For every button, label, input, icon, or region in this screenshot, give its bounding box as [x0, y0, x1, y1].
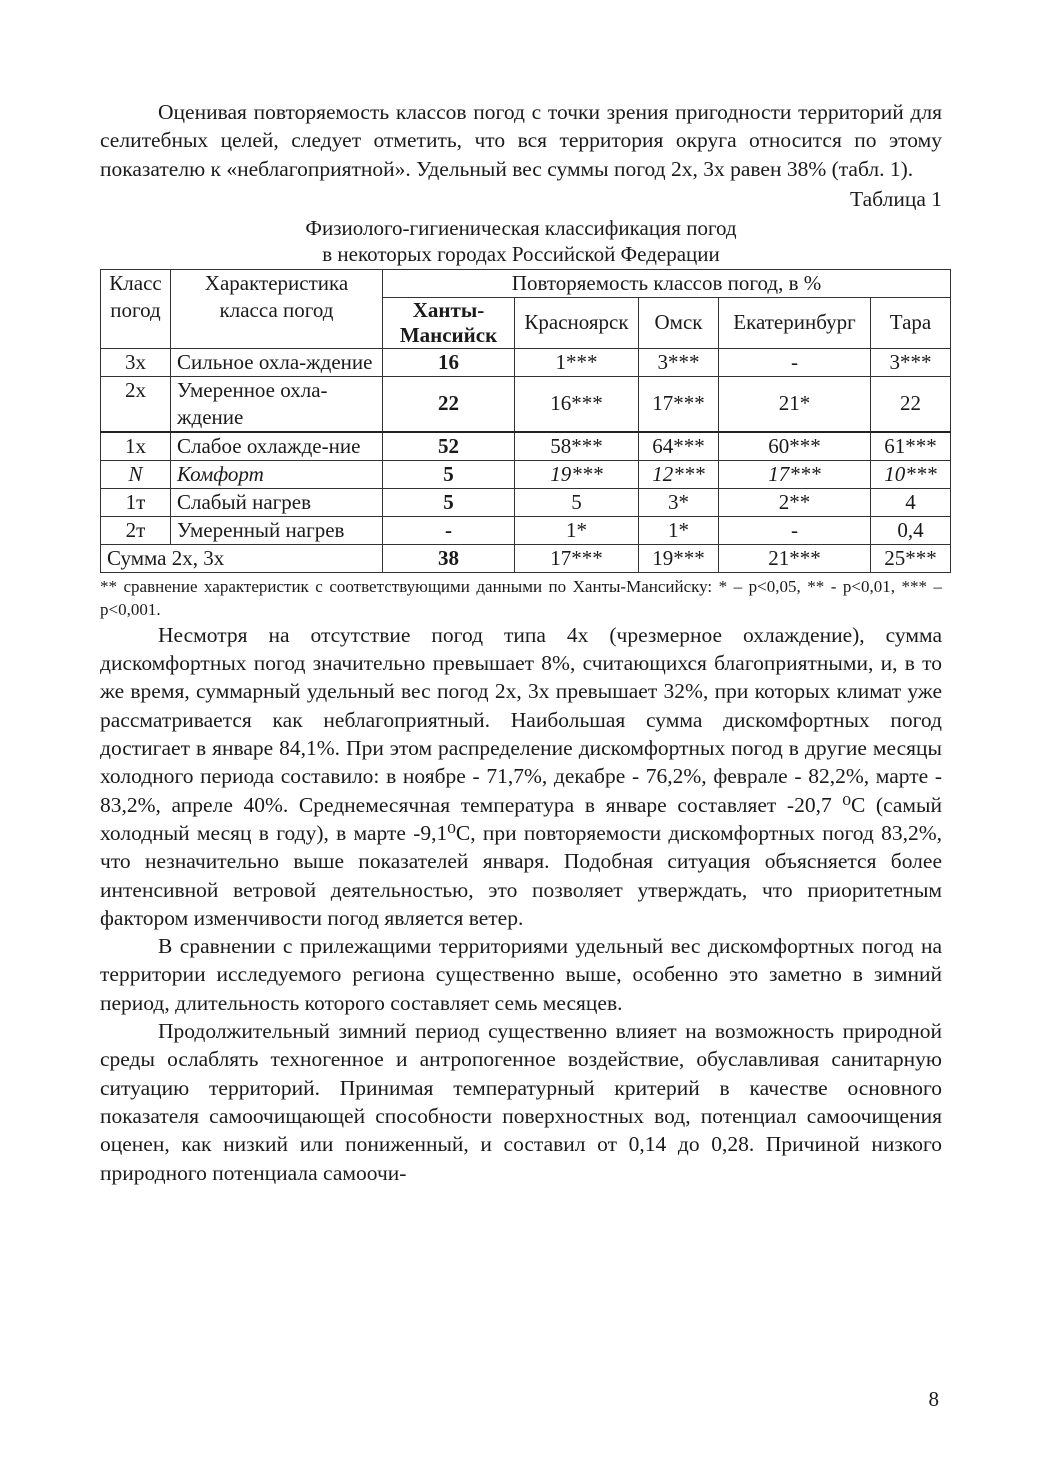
page-body	[100, 98, 942, 1187]
value-cell: 5	[515, 488, 639, 516]
body-paragraph: В сравнении с прилежащими территориями удельный вес дискомфортных погод на территории исследуемого региона существенно выше, особенно это заметно в зимний период, длительность которого составляет семь месяцев.	[100, 934, 942, 1015]
characteristic-cell: Умеренный нагрев	[171, 516, 383, 544]
characteristic-cell: Умеренное охла-ждение	[171, 376, 383, 432]
value-cell: 58***	[515, 432, 639, 461]
value-cell: 1*	[515, 516, 639, 544]
value-cell: 17***	[515, 544, 639, 572]
intro-paragraph: Оценивая повторяемость классов погод с точки зрения пригодности территорий для селитебных целей, следует отметить, что вся территория округа относится по этому показателю к «неблагоприятной». Удельный вес суммы погод 2х, 3х равен 38% (табл. 1).	[100, 100, 942, 181]
value-cell: 2**	[719, 488, 871, 516]
value-cell: 16***	[515, 376, 639, 432]
value-cell: 17***	[719, 460, 871, 488]
table-title	[100, 215, 942, 267]
value-cell: 19***	[515, 460, 639, 488]
value-cell: 3***	[871, 348, 951, 376]
table-number: Таблица 1	[850, 186, 942, 211]
header-city: Омск	[639, 297, 719, 348]
characteristic-cell: Комфорт	[171, 460, 383, 488]
value-cell: 21***	[719, 544, 871, 572]
value-cell: 10***	[871, 460, 951, 488]
table-row	[101, 376, 951, 432]
table-footnote: ** сравнение характеристик с соответствующими данными по Ханты-Мансийску: * – р<0,05, ** - р<0,01, *** – р<0,001.	[100, 576, 942, 619]
value-cell: 60***	[719, 432, 871, 461]
header-characteristic: Характеристика класса погод	[171, 269, 383, 348]
value-cell: 3***	[639, 348, 719, 376]
class-cell: 1т	[101, 488, 171, 516]
sum-label: Сумма 2х, 3х	[101, 544, 383, 572]
table-row	[101, 460, 951, 488]
table-title-line-2: в некоторых городах Российской Федерации	[322, 241, 720, 266]
value-cell: -	[719, 348, 871, 376]
weather-classes-table	[100, 269, 951, 573]
header-city: Красноярск	[515, 297, 639, 348]
table-header-row-1	[101, 269, 951, 297]
characteristic-cell: Слабый нагрев	[171, 488, 383, 516]
body-paragraph: Продолжительный зимний период существенно влияет на возможность природной среды ослаблять техногенное и антропогенное воздействие, обуславливая санитарную ситуацию территорий. Принимая температурный критерий в качестве основного показателя самоочищающей способности поверхностных вод, потенциал самоочищения оценен, как низкий или пониженный, и составил от 0,14 до 0,28. Причиной низкого природного потенциала самоочи-	[100, 1019, 942, 1185]
class-cell: 2х	[101, 376, 171, 432]
value-cell: 1***	[515, 348, 639, 376]
value-cell: 25***	[871, 544, 951, 572]
characteristic-cell: Слабое охлажде-ние	[171, 432, 383, 461]
value-cell: 16	[383, 348, 515, 376]
value-cell: 61***	[871, 432, 951, 461]
value-cell: 0,4	[871, 516, 951, 544]
value-cell: 12***	[639, 460, 719, 488]
value-cell: -	[719, 516, 871, 544]
class-cell: 1х	[101, 432, 171, 461]
value-cell: 22	[383, 376, 515, 432]
table-row	[101, 348, 951, 376]
value-cell: 5	[383, 460, 515, 488]
value-cell: -	[383, 516, 515, 544]
class-cell: N	[101, 460, 171, 488]
table-row	[101, 432, 951, 461]
table-row	[101, 516, 951, 544]
header-class: Класс погод	[101, 269, 171, 348]
header-repeatability: Повторяемость классов погод, в %	[383, 269, 951, 297]
value-cell: 21*	[719, 376, 871, 432]
value-cell: 19***	[639, 544, 719, 572]
header-city: Ханты-Мансийск	[383, 297, 515, 348]
value-cell: 5	[383, 488, 515, 516]
value-cell: 64***	[639, 432, 719, 461]
table-sum-row	[101, 544, 951, 572]
value-cell: 38	[383, 544, 515, 572]
value-cell: 17***	[639, 376, 719, 432]
header-city: Тара	[871, 297, 951, 348]
characteristic-cell: Сильное охла-ждение	[171, 348, 383, 376]
body-paragraph: Несмотря на отсутствие погод типа 4х (чрезмерное охлаждение), сумма дискомфортных погод значительно превышает 8%, считающихся благоприятными, и, в то же время, суммарный удельный вес погод 2х, 3х превышает 32%, при которых климат уже рассматривается как неблагоприятный. Наибольшая сумма дискомфортных погод достигает в январе 84,1%. При этом распределение дискомфортных погод в другие месяцы холодного периода составило: в ноябре - 71,7%, декабре - 76,2%, феврале - 82,2%, марте - 83,2%, апреле 40%. Среднемесячная температура в январе составляет -20,7 ⁰С (самый холодный месяц в году), в марте -9,1⁰С, при повторяемости дискомфортных погод 83,2%, что незначительно выше показателей января. Подобная ситуация объясняется более интенсивной ветровой деятельностью, это позволяет утверждать, что приоритетным фактором изменчивости погод является ветер.	[100, 622, 942, 930]
value-cell: 52	[383, 432, 515, 461]
page-number: 8	[928, 1387, 939, 1411]
class-cell: 2т	[101, 516, 171, 544]
class-cell: 3х	[101, 348, 171, 376]
value-cell: 1*	[639, 516, 719, 544]
table-title-line-1: Физиолого-гигиеническая классификация погод	[305, 215, 737, 240]
header-city: Екатеринбург	[719, 297, 871, 348]
value-cell: 3*	[639, 488, 719, 516]
value-cell: 4	[871, 488, 951, 516]
table-row	[101, 488, 951, 516]
value-cell: 22	[871, 376, 951, 432]
